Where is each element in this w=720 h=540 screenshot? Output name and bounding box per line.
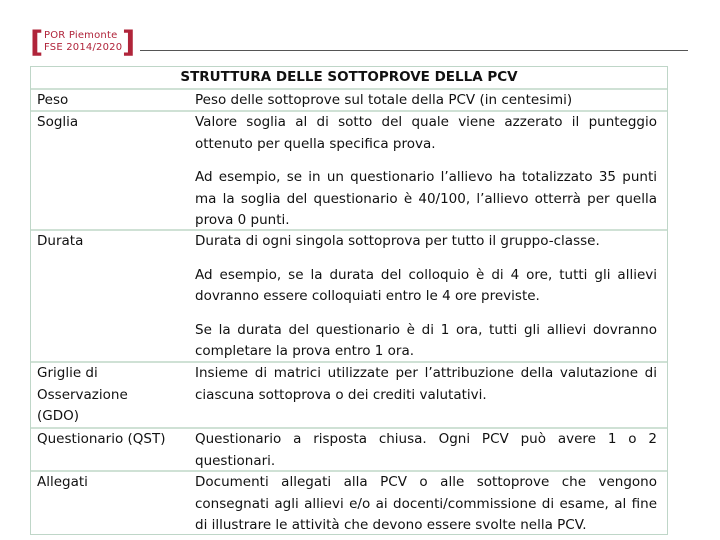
row-label: Peso: [37, 92, 69, 108]
row-value: [195, 112, 657, 232]
logo-bracket-right: ]: [122, 25, 136, 59]
row-label: Durata: [37, 233, 84, 249]
row-paragraph: Se la durata del questionario è di 1 ora, tutti gli allievi dovranno completare la prova entro 1 ora.: [195, 321, 657, 359]
logo-line-2: FSE 2014/2020: [44, 42, 123, 53]
row-label: Allegati: [37, 474, 88, 490]
row-label: Griglie di Osservazione (GDO): [37, 365, 128, 424]
row-paragraph: Durata di ogni singola sottoprova per tutto il gruppo-classe.: [195, 233, 600, 249]
row-value: [195, 231, 657, 363]
row-paragraph: Questionario a risposta chiusa. Ogni PCV può avere 1 o 2 questionari.: [195, 431, 657, 469]
row-value: [195, 90, 657, 112]
logo-line-1: POR Piemonte: [44, 30, 118, 41]
row-paragraph: Insieme di matrici utilizzate per l’attribuzione della valutazione di ciascuna sottoprova o dei crediti valutativi.: [195, 365, 657, 403]
sottoprove-table: [30, 66, 668, 535]
logo-text: [44, 30, 122, 54]
row-paragraph: Ad esempio, se in un questionario l’allievo ha totalizzato 35 punti ma la soglia del questionario è 40/100, l’allievo otterrà per quella prova 0 punti.: [195, 169, 657, 228]
row-paragraph: Ad esempio, se la durata del colloquio è di 4 ore, tutti gli allievi dovranno essere colloquiati entro le 4 ore previste.: [195, 266, 657, 304]
row-paragraph: Documenti allegati alla PCV o alle sottoprove che vengono consegnati agli allievi e/o ai docenti/commissione di esame, al fine di illustrare le attività che devono essere svolte nella PCV.: [195, 474, 657, 533]
table-row-peso: [31, 88, 667, 112]
row-paragraph: Peso delle sottoprove sul totale della PCV (in centesimi): [195, 92, 573, 108]
table-title: STRUTTURA DELLE SOTTOPROVE DELLA PCV: [180, 69, 518, 85]
table-row-durata: [31, 229, 667, 362]
row-paragraph: Valore soglia al di sotto del quale viene azzerato il punteggio ottenuto per quella specifica prova.: [195, 114, 657, 152]
table-row-qst: [31, 427, 667, 471]
header-divider: [140, 50, 688, 51]
table-row-soglia: [31, 110, 667, 242]
table-row-allegati: [31, 470, 667, 536]
row-label: Questionario (QST): [37, 431, 166, 447]
row-value: [195, 472, 657, 537]
por-fse-logo: [30, 25, 140, 59]
row-value: [195, 429, 657, 472]
row-value: [195, 363, 657, 406]
row-label: Soglia: [37, 114, 79, 130]
table-row-gdo: [31, 361, 667, 429]
logo-bracket-left: [: [30, 25, 44, 59]
